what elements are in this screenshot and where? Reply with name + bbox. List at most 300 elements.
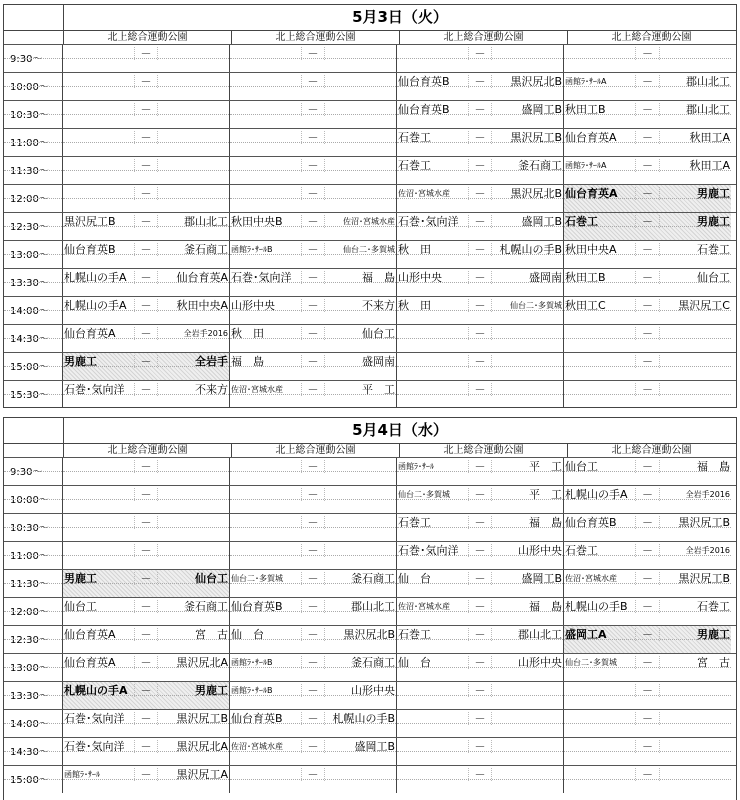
team-b: 札幌山の手B (332, 712, 396, 725)
team-b (660, 768, 731, 781)
match-cell (63, 766, 230, 793)
versus-mark: － (469, 243, 493, 256)
versus-mark: － (302, 460, 326, 473)
team-a: 石巻工 (397, 628, 469, 641)
match-cell (397, 129, 564, 156)
team-b: 郡山北工 (686, 103, 730, 116)
time-label: 10:30～ (4, 101, 63, 128)
match-cell (564, 682, 731, 709)
match-cell (397, 45, 564, 72)
team-a: 函館ﾗ･ｻｰﾙA (564, 159, 636, 172)
versus-mark: － (302, 628, 326, 641)
team-a: 札幌山の手A (63, 684, 135, 697)
versus-mark: － (469, 768, 493, 781)
time-slot-row (4, 653, 736, 681)
versus-mark: － (636, 47, 660, 60)
versus-mark: － (636, 75, 660, 88)
team-b: 黒沢尻北B (510, 187, 563, 200)
team-a (230, 187, 302, 200)
team-b (325, 159, 396, 172)
team-b: 山形中央 (518, 544, 563, 557)
schedule-may3 (3, 4, 737, 408)
team-b: 平 工 (362, 383, 396, 396)
team-b: 釜石商工 (351, 572, 396, 585)
versus-mark: － (302, 215, 326, 228)
time-label: 14:30～ (4, 325, 63, 352)
match-cell (230, 213, 397, 240)
team-b: 黒沢尻北B (510, 75, 563, 88)
match-cell (397, 486, 564, 513)
venue-name: 北上総合運動公園 (400, 444, 568, 457)
match-cell (63, 514, 230, 541)
match-cell (564, 297, 731, 324)
time-label: 12:30～ (4, 213, 63, 240)
team-b: 宮 古 (195, 628, 229, 641)
time-slot-row (4, 212, 736, 240)
team-b: 盛岡工B (521, 215, 563, 228)
team-b (492, 47, 563, 60)
time-slot-row (4, 625, 736, 653)
team-b: 黒沢尻北A (176, 740, 229, 753)
team-b: 黒沢尻工B (678, 572, 730, 585)
date-header (4, 5, 736, 30)
time-label: 15:00～ (4, 353, 63, 380)
match-cell (230, 241, 397, 268)
versus-mark: － (135, 75, 159, 88)
team-b (492, 768, 563, 781)
team-b (158, 516, 229, 529)
team-b (660, 712, 731, 725)
venue-name: 北上総合運動公園 (400, 31, 568, 44)
match-cell (63, 542, 230, 569)
versus-mark: － (469, 712, 493, 725)
team-a (63, 187, 135, 200)
team-a: 仙台育英A (63, 628, 135, 641)
team-b (158, 75, 229, 88)
versus-mark: － (636, 243, 660, 256)
versus-mark: － (302, 516, 326, 529)
team-a: 仙 台 (397, 572, 469, 585)
versus-mark: － (636, 768, 660, 781)
team-a (230, 488, 302, 501)
team-b (660, 355, 731, 368)
team-b: 黒沢尻工B (510, 131, 563, 144)
team-b: 札幌山の手B (499, 243, 563, 256)
team-b: 秋田工A (689, 131, 730, 144)
venue-header-row (4, 30, 736, 44)
team-b: 男鹿工 (697, 628, 730, 641)
match-cell (230, 542, 397, 569)
team-b (325, 47, 396, 60)
team-b: 仙台工 (195, 572, 229, 585)
match-cell (397, 241, 564, 268)
match-cell (63, 241, 230, 268)
team-a (63, 460, 135, 473)
versus-mark: － (135, 355, 159, 368)
versus-mark: － (135, 299, 159, 312)
match-cell (564, 654, 731, 681)
team-a: 仙台育英B (230, 712, 302, 725)
team-b (660, 47, 731, 60)
team-a: 秋 田 (397, 243, 469, 256)
time-slot-row (4, 765, 736, 793)
time-label: 13:00～ (4, 654, 63, 681)
match-cell (564, 241, 731, 268)
team-b: 釜石商工 (184, 600, 229, 613)
versus-mark: － (469, 516, 493, 529)
venue-corner (4, 31, 64, 44)
team-a: 石巻･気向洋 (397, 544, 469, 557)
versus-mark: － (469, 131, 493, 144)
venue-corner (4, 444, 64, 457)
team-b: 盛岡南 (529, 271, 563, 284)
team-a: 仙台工 (63, 600, 135, 613)
schedule-date: 5月4日（水） (352, 421, 448, 439)
match-cell (230, 570, 397, 597)
team-a: 佐沼･宮城水産 (397, 600, 469, 613)
team-a: 石巻工 (397, 516, 469, 529)
match-cell (63, 654, 230, 681)
match-cell (564, 45, 731, 72)
versus-mark: － (135, 516, 159, 529)
match-cell (397, 381, 564, 408)
versus-mark: － (135, 712, 159, 725)
versus-mark: － (135, 327, 159, 340)
match-cell (397, 325, 564, 352)
match-cell (63, 325, 230, 352)
venue-name: 北上総合運動公園 (232, 31, 400, 44)
versus-mark: － (469, 488, 493, 501)
team-a (63, 131, 135, 144)
match-cell (230, 73, 397, 100)
match-cell (230, 486, 397, 513)
team-a: 石巻工 (397, 131, 469, 144)
match-cell (564, 570, 731, 597)
team-b (325, 460, 396, 473)
team-b: 盛岡工B (354, 740, 396, 753)
team-b: 平 工 (529, 488, 563, 501)
match-cell (397, 297, 564, 324)
team-b: 石巻工 (697, 600, 730, 613)
versus-mark: － (302, 488, 326, 501)
versus-mark: － (636, 355, 660, 368)
versus-mark: － (469, 75, 493, 88)
match-cell (63, 101, 230, 128)
team-a: 佐沼･宮城水産 (564, 572, 636, 585)
team-a: 仙台育英A (564, 131, 636, 144)
match-cell (397, 157, 564, 184)
venue-header-row (4, 443, 736, 457)
versus-mark: － (302, 159, 326, 172)
team-b: 宮 古 (697, 656, 730, 669)
match-cell (230, 738, 397, 765)
team-a (63, 516, 135, 529)
versus-mark: － (469, 628, 493, 641)
team-b: 平 工 (529, 460, 563, 473)
match-cell (63, 710, 230, 737)
team-b (325, 131, 396, 144)
versus-mark: － (302, 355, 326, 368)
team-a: 仙台育英A (63, 656, 135, 669)
time-label: 12:30～ (4, 626, 63, 653)
versus-mark: － (636, 383, 660, 396)
team-b (325, 187, 396, 200)
match-cell (63, 129, 230, 156)
versus-mark: － (469, 355, 493, 368)
team-a: 秋 田 (397, 299, 469, 312)
match-cell (63, 213, 230, 240)
time-label: 11:30～ (4, 157, 63, 184)
match-cell (230, 766, 397, 793)
match-cell (564, 325, 731, 352)
time-label: 10:30～ (4, 514, 63, 541)
time-slot-row (4, 184, 736, 212)
time-label: 13:30～ (4, 269, 63, 296)
header-corner (4, 418, 64, 443)
match-cell (564, 598, 731, 625)
team-a: 札幌山の手B (564, 600, 636, 613)
match-cell (230, 598, 397, 625)
team-b: 秋田中央A (176, 299, 229, 312)
versus-mark: － (302, 243, 326, 256)
team-a: 佐沼･宮城水産 (230, 383, 302, 396)
versus-mark: － (135, 215, 159, 228)
versus-mark: － (469, 684, 493, 697)
versus-mark: － (135, 131, 159, 144)
team-b (158, 187, 229, 200)
team-a: 仙 台 (397, 656, 469, 669)
team-b (158, 460, 229, 473)
time-slot-row (4, 380, 736, 408)
team-a: 秋田中央B (230, 215, 302, 228)
match-cell (230, 514, 397, 541)
versus-mark: － (469, 187, 493, 200)
match-cell (230, 458, 397, 485)
team-b: 黒沢尻北B (343, 628, 396, 641)
match-cell (230, 157, 397, 184)
team-a: 仙台二･多賀城 (397, 488, 469, 501)
versus-mark: － (469, 103, 493, 116)
team-a: 札幌山の手A (564, 488, 636, 501)
match-cell (397, 213, 564, 240)
versus-mark: － (469, 656, 493, 669)
versus-mark: － (302, 383, 326, 396)
match-cell (63, 381, 230, 408)
team-a: 仙台育英B (63, 243, 135, 256)
team-b: 仙台二･多賀城 (343, 245, 396, 254)
match-cell (230, 682, 397, 709)
versus-mark: － (135, 271, 159, 284)
match-cell (397, 458, 564, 485)
team-b (492, 684, 563, 697)
match-cell (63, 297, 230, 324)
versus-mark: － (469, 544, 493, 557)
time-label: 10:00～ (4, 73, 63, 100)
match-cell (397, 570, 564, 597)
team-a (564, 355, 636, 368)
versus-mark: － (302, 187, 326, 200)
team-a: 石巻･気向洋 (397, 215, 469, 228)
team-b (325, 75, 396, 88)
match-cell (397, 654, 564, 681)
match-cell (397, 710, 564, 737)
time-slot-row (4, 681, 736, 709)
versus-mark: － (636, 740, 660, 753)
match-cell (397, 101, 564, 128)
team-b (325, 488, 396, 501)
team-b (158, 488, 229, 501)
team-a: 函館ﾗ･ｻｰﾙB (230, 243, 302, 256)
team-b: 福 島 (362, 271, 396, 284)
match-cell (63, 185, 230, 212)
team-a (397, 355, 469, 368)
versus-mark: － (636, 460, 660, 473)
team-a: 札幌山の手A (63, 271, 135, 284)
match-cell (230, 381, 397, 408)
team-b: 仙台工 (362, 327, 396, 340)
versus-mark: － (636, 684, 660, 697)
team-a (564, 712, 636, 725)
team-a (397, 712, 469, 725)
venue-name: 北上総合運動公園 (64, 444, 232, 457)
team-a (63, 103, 135, 116)
venue-name: 北上総合運動公園 (611, 445, 692, 456)
time-slot-row (4, 569, 736, 597)
team-a: 男鹿工 (63, 355, 135, 368)
match-cell (564, 458, 731, 485)
match-cell (564, 269, 731, 296)
team-b (325, 544, 396, 557)
team-b (492, 383, 563, 396)
versus-mark: － (636, 544, 660, 557)
versus-mark: － (636, 712, 660, 725)
team-a: 石巻工 (564, 215, 636, 228)
team-a (564, 740, 636, 753)
versus-mark: － (135, 600, 159, 613)
versus-mark: － (636, 159, 660, 172)
time-label: 14:30～ (4, 738, 63, 765)
team-a (230, 460, 302, 473)
match-cell (230, 353, 397, 380)
versus-mark: － (135, 383, 159, 396)
team-b: 郡山北工 (686, 75, 730, 88)
versus-mark: － (636, 488, 660, 501)
time-slot-row (4, 352, 736, 380)
team-b: 男鹿工 (195, 684, 229, 697)
team-b (158, 544, 229, 557)
match-cell (564, 213, 731, 240)
team-a (564, 47, 636, 60)
time-label: 14:00～ (4, 297, 63, 324)
match-cell (564, 738, 731, 765)
time-label: 11:00～ (4, 129, 63, 156)
versus-mark: － (302, 572, 326, 585)
time-label: 13:00～ (4, 241, 63, 268)
team-b: 不来方 (362, 299, 396, 312)
time-slot-row (4, 457, 736, 485)
match-cell (397, 542, 564, 569)
team-a: 盛岡工A (564, 628, 636, 641)
versus-mark: － (469, 740, 493, 753)
versus-mark: － (636, 327, 660, 340)
match-cell (63, 353, 230, 380)
match-cell (397, 185, 564, 212)
team-b (158, 131, 229, 144)
team-b: 釜石商工 (351, 656, 396, 669)
match-cell (230, 269, 397, 296)
team-a: 秋田工C (564, 299, 636, 312)
team-a: 秋 田 (230, 327, 302, 340)
team-b: 山形中央 (518, 656, 563, 669)
team-b: 郡山北工 (518, 628, 563, 641)
team-b: 不来方 (195, 383, 229, 396)
match-cell (63, 486, 230, 513)
team-a (230, 159, 302, 172)
match-cell (230, 129, 397, 156)
match-cell (397, 269, 564, 296)
schedule-date: 5月3日（火） (352, 8, 448, 26)
time-slot-row (4, 709, 736, 737)
match-cell (63, 598, 230, 625)
team-b: 釜石商工 (518, 159, 563, 172)
time-label: 12:00～ (4, 185, 63, 212)
team-b: 全岩手2016 (685, 546, 730, 555)
time-slot-row (4, 737, 736, 765)
match-cell (230, 101, 397, 128)
team-b: 黒沢尻工A (176, 768, 229, 781)
match-cell (230, 626, 397, 653)
match-cell (564, 486, 731, 513)
versus-mark: － (469, 47, 493, 60)
venue-name: 北上総合運動公園 (64, 31, 232, 44)
versus-mark: － (302, 684, 326, 697)
team-a: 仙 台 (230, 628, 302, 641)
match-cell (564, 185, 731, 212)
team-a (230, 47, 302, 60)
team-b (158, 103, 229, 116)
team-b: 福 島 (697, 460, 730, 473)
versus-mark: － (135, 628, 159, 641)
versus-mark: － (135, 159, 159, 172)
team-a: 山形中央 (397, 271, 469, 284)
team-a (230, 544, 302, 557)
match-cell (63, 45, 230, 72)
match-cell (63, 73, 230, 100)
match-cell (397, 353, 564, 380)
team-a: 石巻･気向洋 (230, 271, 302, 284)
time-label: 15:00～ (4, 766, 63, 793)
team-a: 仙台工 (564, 460, 636, 473)
venue-name: 北上総合運動公園 (232, 444, 400, 457)
versus-mark: － (302, 47, 326, 60)
match-cell (230, 45, 397, 72)
time-slot-row (4, 128, 736, 156)
team-a: 黒沢尻工B (63, 215, 135, 228)
match-cell (564, 710, 731, 737)
team-b: 全岩手 (195, 355, 229, 368)
team-a (397, 327, 469, 340)
match-cell (564, 157, 731, 184)
team-a: 佐沼･宮城水産 (397, 187, 469, 200)
team-a (397, 684, 469, 697)
versus-mark: － (135, 572, 159, 585)
team-a (63, 75, 135, 88)
team-b: 男鹿工 (697, 215, 730, 228)
header-corner (4, 5, 64, 30)
match-cell (63, 570, 230, 597)
team-a: 石巻工 (397, 159, 469, 172)
team-a: 仙台育英B (230, 600, 302, 613)
